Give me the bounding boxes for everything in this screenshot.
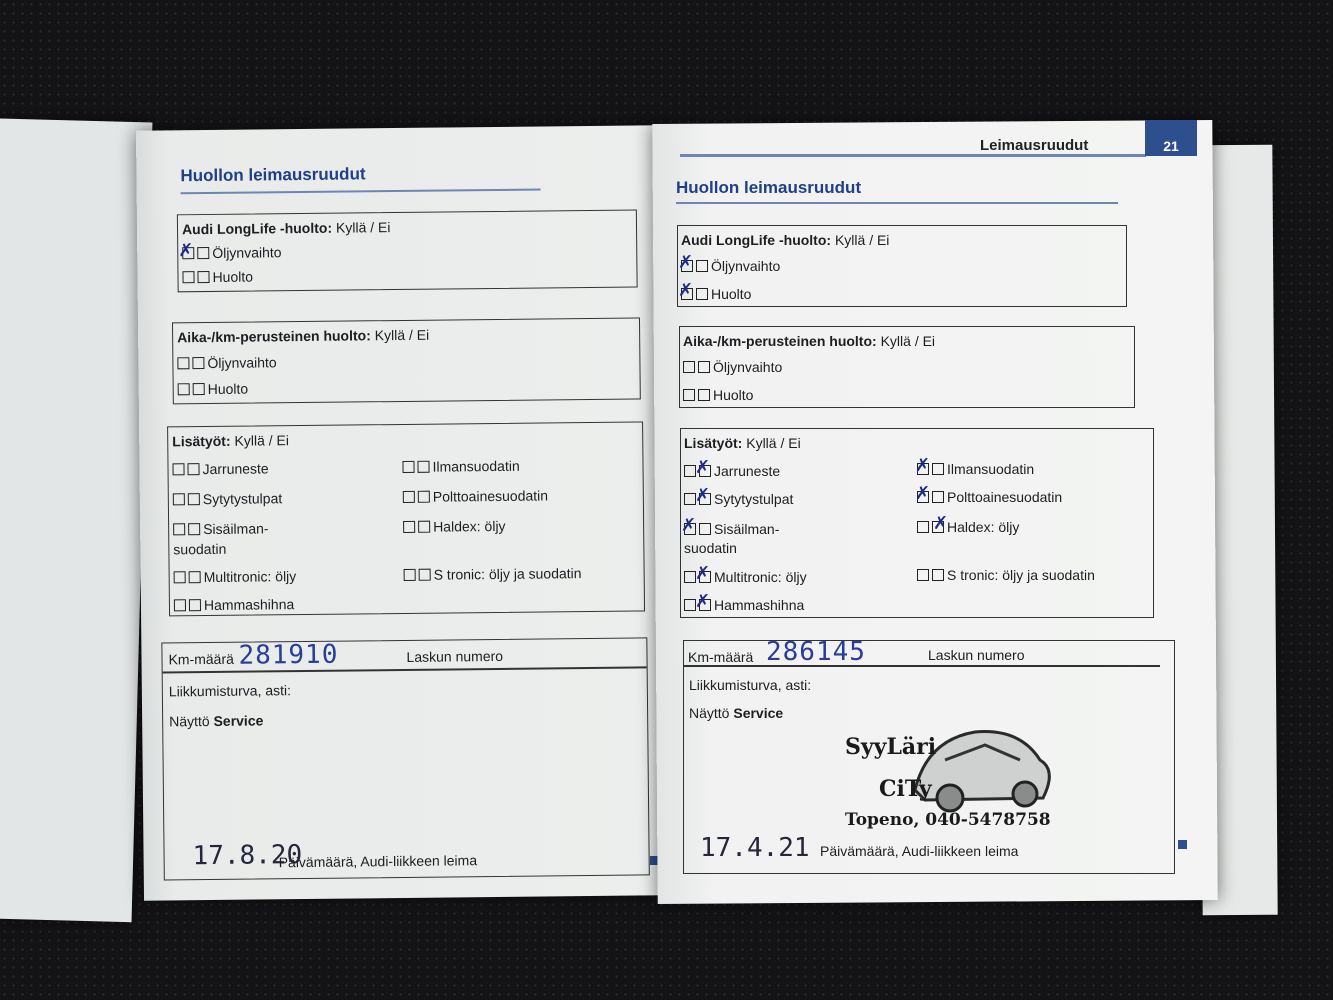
checkbox-icon[interactable] xyxy=(182,271,194,283)
checkbox-icon[interactable] xyxy=(696,260,708,272)
page-number-tab xyxy=(1145,120,1197,156)
checkbox-icon[interactable] xyxy=(193,383,205,395)
left-km-divider xyxy=(163,666,647,673)
left-extra-col2-item-2[interactable]: Polttoainesuodatin xyxy=(403,487,548,505)
left-extra-label: Lisätyöt: xyxy=(172,432,231,450)
right-longlife-box xyxy=(677,225,1127,307)
checkbox-icon[interactable] xyxy=(418,491,430,503)
stamp-line-3: Topeno, 040-5478758 xyxy=(845,810,1051,830)
left-timekm-box xyxy=(172,317,641,404)
checkbox-icon[interactable] xyxy=(917,569,929,581)
left-extra-col1-item-1[interactable]: Jarruneste xyxy=(172,460,268,477)
check-mark-icon: ✗ xyxy=(695,485,711,506)
checkbox-icon[interactable] xyxy=(696,288,708,300)
right-extra-col2-item-1[interactable]: Ilmansuodatin xyxy=(917,461,1034,477)
check-mark-icon: ✗ xyxy=(681,515,697,536)
checkbox-icon[interactable] xyxy=(932,569,944,581)
right-km-divider xyxy=(684,665,1160,667)
check-mark-icon: ✗ xyxy=(933,513,949,534)
left-timekm-choice: Kyllä / Ei xyxy=(374,326,430,344)
checkbox-icon[interactable] xyxy=(698,389,710,401)
left-extra-col2-item-4[interactable]: S tronic: öljy ja suodatin xyxy=(404,565,582,583)
check-mark-icon: ✗ xyxy=(695,563,711,584)
left-invoice-label: Laskun numero xyxy=(406,647,504,665)
right-extra-col1-item-1[interactable]: Jarruneste xyxy=(684,463,780,479)
checkbox-icon[interactable] xyxy=(917,521,929,533)
previous-page-edge xyxy=(0,118,152,922)
check-mark-icon: ✗ xyxy=(915,483,931,504)
checkbox-icon[interactable] xyxy=(189,599,201,611)
left-extra-col1-cont: suodatin xyxy=(173,540,227,558)
right-extra-col1-item-5[interactable]: Hammashihna xyxy=(684,597,804,613)
stamp-line-2: CiTy xyxy=(879,776,932,802)
left-km-label: Km-määrä xyxy=(168,650,234,668)
left-timekm-item-1[interactable]: Öljynvaihto xyxy=(177,354,276,371)
checkbox-icon[interactable] xyxy=(932,463,944,475)
right-extra-choice: Kyllä / Ei xyxy=(746,435,801,451)
right-timekm-label: Aika-/km-perusteinen huolto: xyxy=(683,333,877,349)
right-longlife-item-1[interactable]: Öljynvaihto xyxy=(681,258,780,274)
left-date-label: Päivämäärä, Audi-liikkeen leima xyxy=(278,852,478,871)
checkbox-icon[interactable] xyxy=(403,491,415,503)
left-stamp-box xyxy=(161,637,649,880)
dealer-stamp xyxy=(835,720,1095,840)
checkbox-icon[interactable] xyxy=(174,571,186,583)
right-extra-col1-cont: suodatin xyxy=(684,540,737,556)
checkbox-icon[interactable] xyxy=(699,523,711,535)
checkbox-icon[interactable] xyxy=(173,523,185,535)
checkbox-icon[interactable] xyxy=(188,523,200,535)
right-timekm-item-1[interactable]: Öljynvaihto xyxy=(683,359,782,375)
left-extra-col1-item-5[interactable]: Hammashihna xyxy=(174,596,294,613)
left-timekm-item-2[interactable]: Huolto xyxy=(178,381,249,398)
checkbox-icon[interactable] xyxy=(197,247,209,259)
right-extra-col1-item-2[interactable]: Sytytystulpat xyxy=(684,491,793,507)
checkbox-icon[interactable] xyxy=(932,491,944,503)
left-extra-col1-item-3[interactable]: Sisäilman- xyxy=(173,520,269,537)
left-extra-choice: Kyllä / Ei xyxy=(234,432,290,449)
right-timekm-item-2[interactable]: Huolto xyxy=(683,387,753,403)
checkbox-icon[interactable] xyxy=(174,599,186,611)
right-extra-col2-item-3[interactable]: Haldex: öljy xyxy=(917,519,1019,535)
left-timekm-label: Aika-/km-perusteinen huolto: xyxy=(177,327,371,346)
checkbox-icon[interactable] xyxy=(178,383,190,395)
right-date-label: Päivämäärä, Audi-liikkeen leima xyxy=(820,843,1019,859)
check-mark-icon: ✗ xyxy=(695,591,711,612)
left-display-value: Service xyxy=(213,712,264,729)
page-marker-icon xyxy=(1178,840,1187,849)
right-timekm-choice: Kyllä / Ei xyxy=(880,333,936,349)
checkbox-icon[interactable] xyxy=(197,271,209,283)
left-longlife-label: Audi LongLife -huolto: xyxy=(181,219,333,238)
left-longlife-item-1[interactable]: Öljynvaihto xyxy=(182,244,281,261)
left-longlife-choice: Kyllä / Ei xyxy=(335,219,391,236)
left-extra-col1-item-2[interactable]: Sytytystulpat xyxy=(173,490,283,507)
check-mark-icon: ✗ xyxy=(678,252,694,273)
checkbox-icon[interactable] xyxy=(698,361,710,373)
left-extra-col2-item-3[interactable]: Haldex: öljy xyxy=(403,518,506,535)
right-longlife-item-2[interactable]: Huolto xyxy=(681,286,751,302)
checkbox-icon[interactable] xyxy=(188,493,200,505)
right-timekm-box xyxy=(679,326,1135,408)
right-km-value: 286145 xyxy=(766,637,866,667)
left-extra-col2-item-1[interactable]: Ilmansuodatin xyxy=(402,458,519,475)
checkbox-icon[interactable] xyxy=(683,361,695,373)
left-longlife-box xyxy=(177,210,638,293)
right-extra-col1-item-3[interactable]: Sisäilman- xyxy=(684,521,779,537)
left-mobility-label: Liikkumisturva, asti: xyxy=(168,682,292,700)
left-km-value: 281910 xyxy=(238,639,339,671)
right-date-value: 17.4.21 xyxy=(700,833,810,863)
checkbox-icon[interactable] xyxy=(402,461,414,473)
left-date-value: 17.8.20 xyxy=(192,840,303,872)
header-label: Leimausruudut xyxy=(980,137,1089,154)
left-title-rule xyxy=(181,189,541,195)
check-mark-icon: ✗ xyxy=(915,455,931,476)
left-section-title: Huollon leimausruudut xyxy=(180,164,366,186)
left-longlife-item-2[interactable]: Huolto xyxy=(182,269,253,286)
right-longlife-label: Audi LongLife -huolto: xyxy=(681,232,832,248)
check-mark-icon: ✗ xyxy=(678,280,694,301)
right-km-label: Km-määrä xyxy=(688,649,754,665)
right-extra-label: Lisätyöt: xyxy=(684,435,743,451)
checkbox-icon[interactable] xyxy=(187,463,199,475)
right-extra-box xyxy=(680,428,1154,618)
check-mark-icon: ✗ xyxy=(178,240,194,262)
page-number: 21 xyxy=(1163,138,1179,154)
right-extra-col2-item-2[interactable]: Polttoainesuodatin xyxy=(917,489,1062,505)
checkbox-icon[interactable] xyxy=(177,357,189,369)
checkbox-icon[interactable] xyxy=(403,521,415,533)
checkbox-icon[interactable] xyxy=(417,461,429,473)
left-extra-col1-item-4[interactable]: Multitronic: öljy xyxy=(174,568,297,585)
check-mark-icon: ✗ xyxy=(695,457,711,478)
left-page xyxy=(136,125,664,900)
checkbox-icon[interactable] xyxy=(683,389,695,401)
right-extra-col1-item-4[interactable]: Multitronic: öljy xyxy=(684,569,807,585)
left-extra-box xyxy=(167,421,645,616)
checkbox-icon[interactable] xyxy=(418,521,430,533)
right-display-label: Näyttö xyxy=(689,705,730,721)
checkbox-icon[interactable] xyxy=(173,493,185,505)
header-rule xyxy=(680,154,1146,157)
right-title-rule xyxy=(676,202,1118,204)
left-display-label: Näyttö xyxy=(169,713,210,730)
checkbox-icon[interactable] xyxy=(192,357,204,369)
right-extra-col2-item-4[interactable]: S tronic: öljy ja suodatin xyxy=(917,567,1095,583)
right-section-title: Huollon leimausruudut xyxy=(676,178,862,197)
checkbox-icon[interactable] xyxy=(419,569,431,581)
checkbox-icon[interactable] xyxy=(172,463,184,475)
checkbox-icon[interactable] xyxy=(404,569,416,581)
right-display-value: Service xyxy=(733,705,784,721)
stamp-line-1: SyyLäri xyxy=(845,734,937,760)
right-mobility-label: Liikkumisturva, asti: xyxy=(689,677,812,693)
right-invoice-label: Laskun numero xyxy=(928,647,1025,663)
right-longlife-choice: Kyllä / Ei xyxy=(834,232,890,248)
checkbox-icon[interactable] xyxy=(189,571,201,583)
